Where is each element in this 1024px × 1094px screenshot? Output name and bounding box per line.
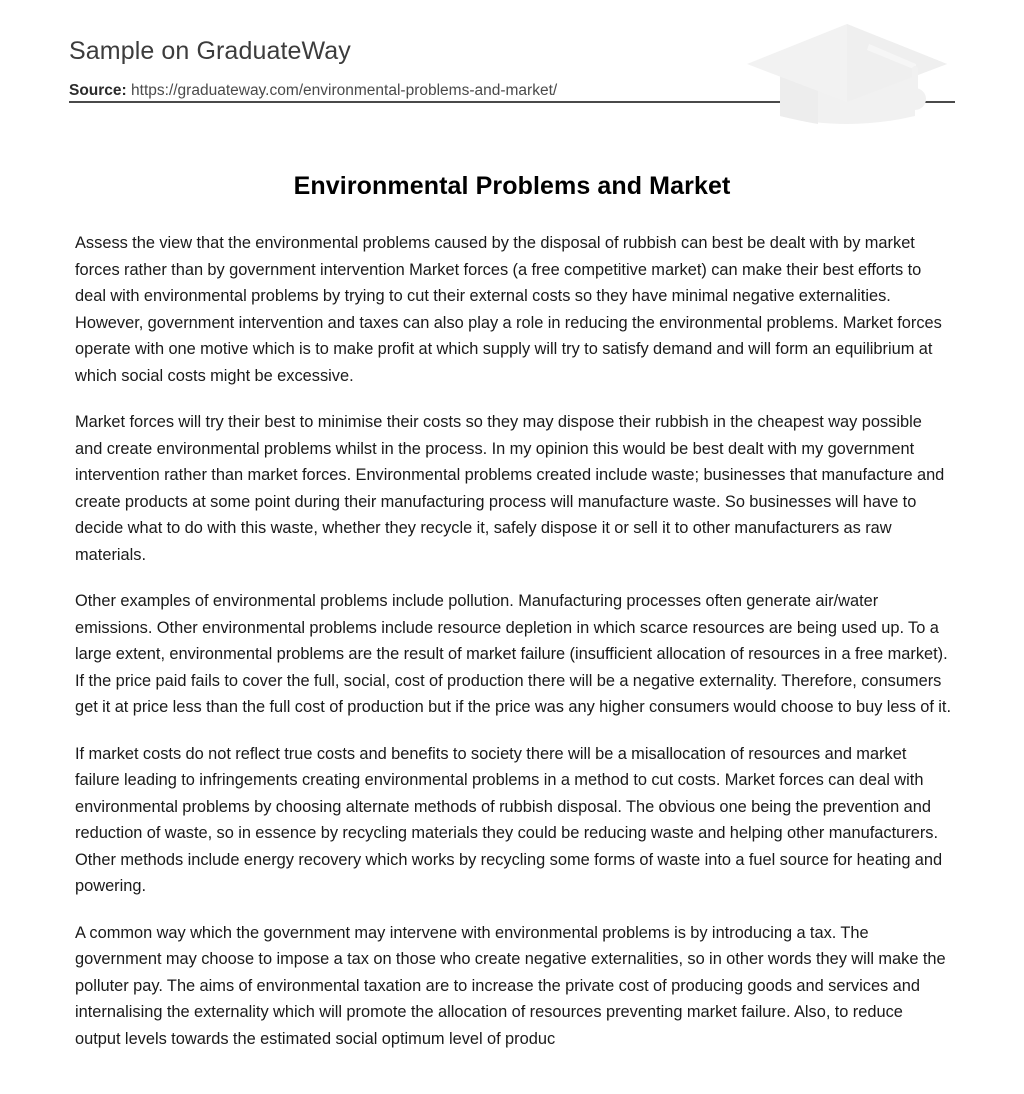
article-body: [69, 201, 955, 1052]
header-divider: [69, 101, 955, 103]
paragraph: If market costs do not reflect true costs and benefits to society there will be a misallocation of resources and market failure leading to infringements creating environmental problems in a method to cut costs. Market forces can deal with environmental problems by choosing alternate methods of rubbish disposal. The obvious one being the prevention and reduction of waste, so in essence by recycling materials they could be reducing waste and helping other manufacturers. Other methods include energy recovery which works by recycling some forms of waste into a fuel source for heating and powering.: [75, 744, 943, 895]
page-title: Environmental Problems and Market: [293, 172, 731, 200]
page-header: [69, 0, 955, 118]
source-url[interactable]: https://graduateway.com/environmental-problems-and-market/: [131, 82, 558, 99]
source-line: [69, 81, 955, 101]
paragraph: Market forces will try their best to minimise their costs so they may dispose their rubbish in the cheapest way possible and create environmental problems whilst in the process. In my opinion this would be best dealt with my government intervention rather than market forces. Environmental problems created include waste; businesses that manufacture and create products at some point during their manufacturing process will manufacture waste. So businesses will have to decide what to do with this waste, whether they recycle it, safely dispose it or sell it to other manufacturers as raw materials.: [75, 413, 945, 564]
source-label: Source:: [69, 82, 127, 99]
paragraph: Other examples of environmental problems include pollution. Manufacturing processes often generate air/water emissions. Other environmental problems include resource depletion in which scarce resources are being used up. To a large extent, environmental problems are the result of market failure (insufficient allocation of resources in a free market). If the price paid fails to cover the full, social, cost of production there will be a negative externality. Therefore, consumers get it at price less than the full cost of production but if the price was any higher consumers would choose to buy less of it.: [75, 592, 952, 716]
paragraph: Assess the view that the environmental problems caused by the disposal of rubbish can best be dealt with by market forces rather than by government intervention Market forces (a free competitive market) can make their best efforts to deal with environmental problems by trying to cut their external costs so they have minimal negative externalities. However, government intervention and taxes can also play a role in reducing the environmental problems. Market forces operate with one motive which is to make profit at which supply will try to satisfy demand and will form an equilibrium at which social costs might be excessive.: [75, 234, 942, 385]
brand-title: Sample on GraduateWay: [69, 37, 351, 65]
paragraph: A common way which the government may intervene with environmental problems is by introducing a tax. The government may choose to impose a tax on those who create negative externalities, so in other words they will make the polluter pay. The aims of environmental taxation are to increase the private cost of producing goods and services and internalising the externality which will promote the allocation of resources preventing market failure. Also, to reduce output levels towards the estimated social optimum level of produc: [75, 923, 946, 1048]
